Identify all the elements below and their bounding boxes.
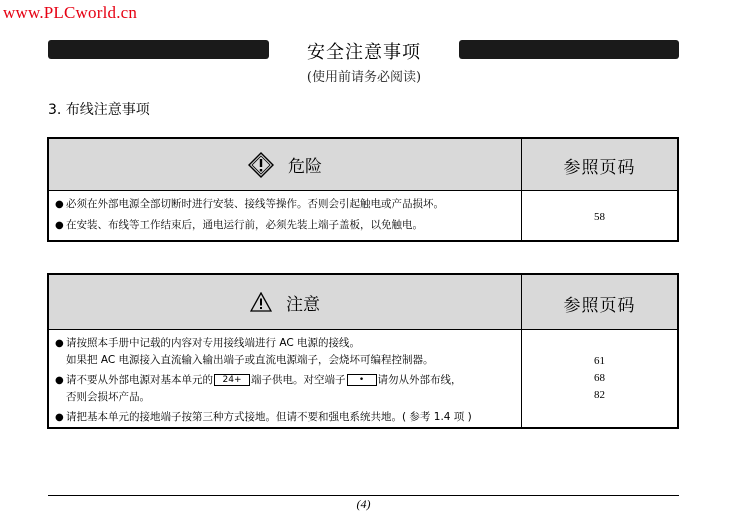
danger-item-2: ● 在安装、布线等工作结束后，通电运行前，必须先装上端子盖板，以免触电。 — [55, 217, 521, 234]
page-number: (4) — [356, 497, 371, 511]
danger-label: 危险 — [288, 157, 322, 177]
warning-triangle-icon — [250, 292, 272, 312]
caution-item-2: ● 请不要从外部电源对基本单元的 24+ 端子供电。对空端子 • 请勿从外部布线， 否则会损坏产品。 — [55, 374, 462, 403]
danger-table — [47, 137, 679, 242]
danger-heading — [49, 139, 521, 190]
bullet-icon: ● — [55, 412, 64, 423]
terminal-blank-box: • — [347, 374, 377, 386]
header-bar-right — [459, 40, 679, 59]
danger-refs — [522, 209, 677, 226]
page-title: 安全注意事项 — [307, 42, 421, 63]
bullet-icon: ● — [55, 338, 64, 349]
bullet-icon: ● — [55, 220, 64, 231]
caution-item-1: ● 请按照本手册中记载的内容对专用接线端进行 AC 电源的接线。 如果把 AC 电源接入直流输入输出端子或直流电源端子，会烧坏可编程控制器。 — [55, 337, 434, 366]
caution-refs — [522, 353, 677, 404]
caution-items — [55, 335, 521, 430]
caution-item-3: ● 请把基本单元的接地端子按第三种方式接地。但请不要和强电系统共地。( 参考 1.4 项 ) — [55, 409, 521, 426]
bullet-icon: ● — [55, 375, 64, 386]
bullet-icon: ● — [55, 199, 64, 210]
caution-ref-1: 61 — [594, 355, 605, 367]
danger-ref-header: 参照页码 — [563, 158, 636, 178]
caution-table — [47, 273, 679, 429]
caution-header-divider — [49, 329, 677, 330]
footer-divider — [48, 495, 679, 496]
exclamation-diamond-icon — [248, 152, 274, 178]
caution-label: 注意 — [286, 294, 320, 315]
header-bar-left — [48, 40, 269, 59]
section-heading: 3. 布线注意事项 — [48, 102, 150, 118]
danger-item-1: ● 必须在外部电源全部切断时进行安装、接线等操作。否则会引起触电或产品损坏。 — [55, 196, 521, 213]
terminal-24plus-box: 24+ — [214, 374, 250, 386]
danger-ref-1: 58 — [594, 211, 605, 223]
watermark: www.PLCworld.cn — [3, 3, 138, 22]
caution-heading — [49, 275, 521, 329]
danger-header-divider — [49, 190, 677, 191]
caution-ref-3: 82 — [594, 389, 605, 401]
caution-ref-2: 68 — [594, 372, 605, 384]
caution-ref-header: 参照页码 — [563, 296, 636, 316]
page-subtitle: (使用前请务必阅读) — [306, 70, 422, 85]
danger-items — [55, 196, 521, 238]
